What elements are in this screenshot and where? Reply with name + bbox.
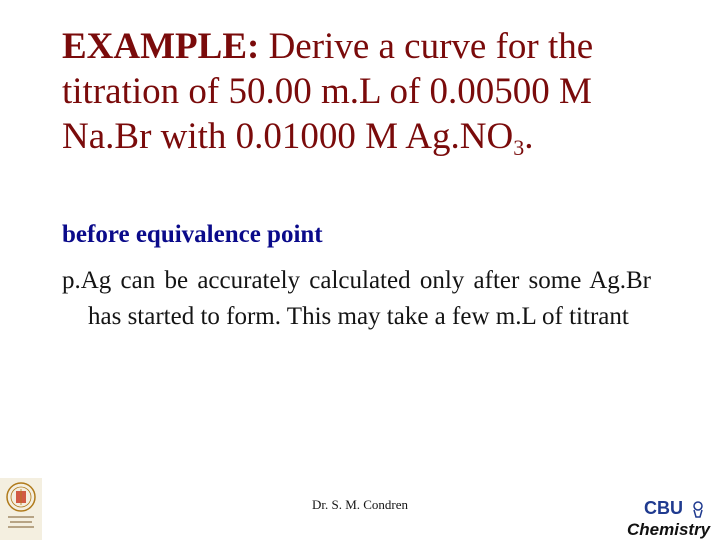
title-subscript: 3: [513, 135, 525, 160]
section-heading: before equivalence point: [62, 221, 323, 248]
title-text: Derive a curve for the titration of 50.00 m.L of 0.00500 M Na.Br with 0.01000 M Ag.NO: [62, 26, 594, 157]
university-seal-icon: [0, 478, 42, 540]
slide-title: [62, 24, 682, 159]
svg-text:CBU: CBU: [644, 498, 683, 518]
title-label: EXAMPLE:: [62, 26, 260, 67]
body-paragraph: p.Ag can be accurately calculated only after some Ag.Br has started to form. This may take a few m.L of titrant: [62, 267, 651, 330]
cbu-chemistry-logo-icon: [624, 497, 714, 539]
footer-author: Dr. S. M. Condren: [311, 497, 409, 512]
svg-text:Chemistry: Chemistry: [627, 520, 711, 539]
title-end: .: [524, 116, 534, 157]
